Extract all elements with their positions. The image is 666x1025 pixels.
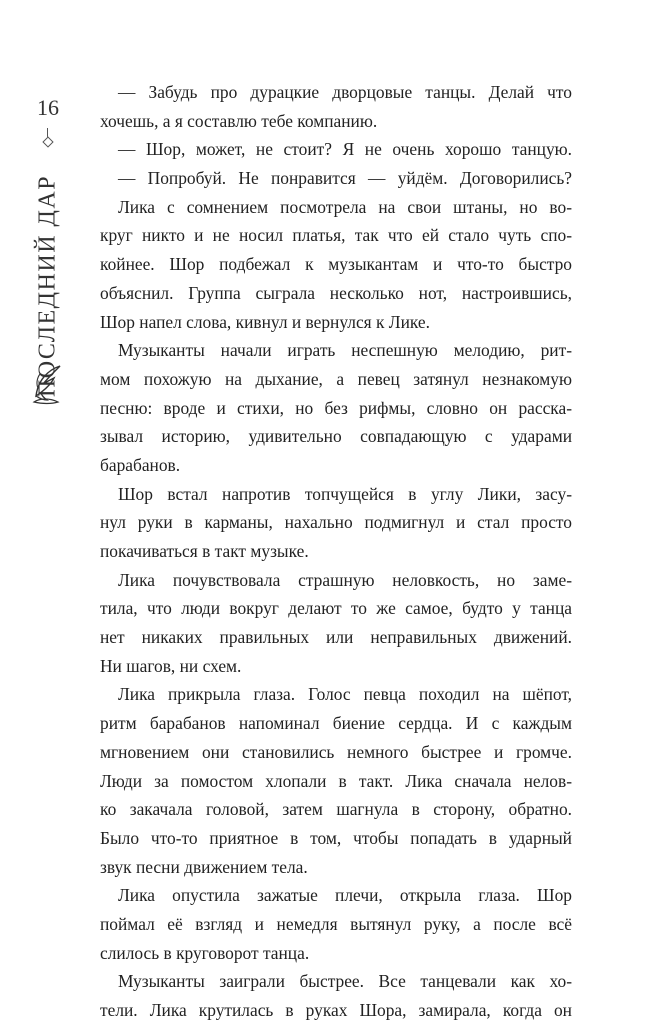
body-text (100, 78, 572, 1025)
text-line: зывал историю, удивительно совпадающую с ударами (100, 426, 572, 447)
text-line: слилось в круговорот танца. (100, 942, 310, 963)
text-line: нет никаких правильных или неправильных движений. (100, 627, 572, 648)
text-line: покачиваться в такт музыке. (100, 541, 309, 561)
running-title: ПОСЛЕДНИЙ ДАР (34, 174, 61, 398)
text-line: звук песни движением тела. (100, 856, 308, 877)
text-line: песню: вроде и стихи, но без рифмы, словно он расска- (100, 397, 572, 418)
text-line: барабанов. (100, 454, 181, 475)
text-line: ритм барабанов напоминал биение сердца. И с каждым (100, 713, 572, 734)
text-line: Лика прикрыла глаза. Голос певца походил на шёпот, (118, 684, 572, 705)
text-line: Шор напел слова, кивнул и вернулся к Лике. (100, 311, 430, 332)
text-line: нул руки в карманы, нахально подмигнул и стал просто (100, 512, 572, 533)
text-line: круг никто и не носил платья, так что ей стало чуть спо- (100, 225, 572, 246)
text-line: Ни шагов, ни схем. (100, 655, 242, 676)
text-line: — Шор, может, не стоит? Я не очень хорошо танцую. (118, 139, 572, 160)
text-line: тели. Лика крутилась в руках Шора, замирала, когда он (100, 1000, 572, 1020)
text-line: Лика с сомнением посмотрела на свои штаны, но во- (118, 196, 572, 217)
text-line: Музыканты начали играть неспешную мелодию, рит- (118, 340, 572, 361)
feather-ornament-icon (30, 362, 66, 406)
text-line: ко закачала головой, затем шагнула в сторону, обратно. (100, 799, 572, 820)
text-line: Было что-то приятное в том, чтобы попадать в ударный (100, 827, 572, 848)
text-line: — Попробуй. Не понравится — уйдём. Договорились? (118, 168, 572, 189)
text-line: тила, что люди вокруг делают то же самое, будто у танца (100, 598, 572, 619)
text-line: Лика опустила зажатые плечи, открыла глаза. Шор (118, 885, 572, 906)
text-line: мгновением они становились немного быстрее и громче. (100, 741, 572, 762)
text-line: Лика почувствовала страшную неловкость, но заме- (118, 569, 572, 590)
text-line: койнее. Шор подбежал к музыкантам и что-то быстро (100, 254, 572, 275)
text-line: — Забудь про дурацкие дворцовые танцы. Делай что (118, 82, 572, 102)
text-line: Шор встал напротив топчущейся в углу Лики, засу- (118, 483, 572, 504)
page-number: 16 (37, 95, 59, 120)
text-line: хочешь, а я составлю тебе компанию. (100, 110, 378, 131)
text-line: поймал её взгляд и немедля вытянул руку, а после всё (100, 913, 572, 934)
text-line: Музыканты заиграли быстрее. Все танцевали как хо- (118, 971, 572, 992)
text-line: Люди за помостом хлопали в такт. Лика сначала нелов- (100, 770, 572, 791)
text-line: объяснил. Группа сыграла несколько нот, настроившись, (100, 282, 572, 303)
text-line: мом похожую на дыхание, а певец затянул незнакомую (100, 368, 572, 389)
